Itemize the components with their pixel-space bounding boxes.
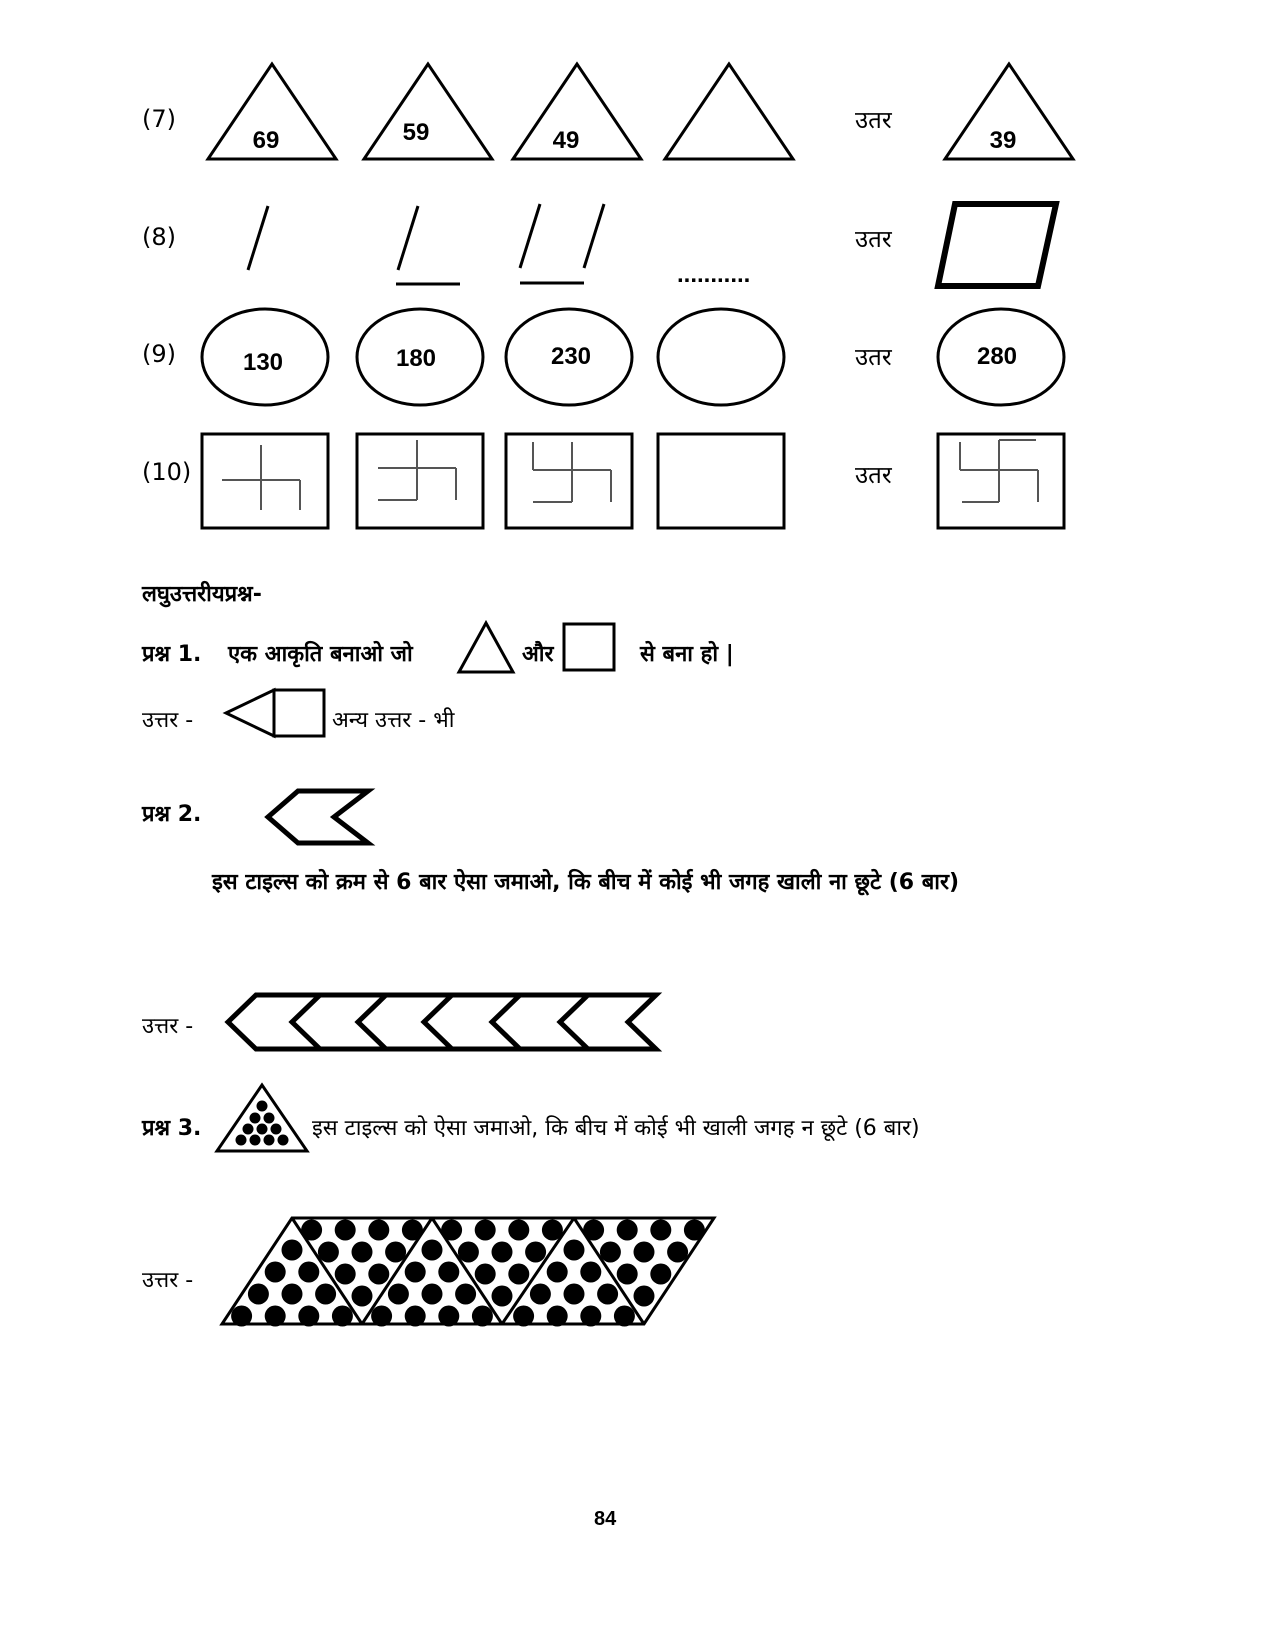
- answer-label-10: उतर: [855, 461, 892, 489]
- tile-dot: [650, 1264, 671, 1285]
- row-label-8: (8): [142, 223, 176, 251]
- tile-dot: [282, 1284, 303, 1305]
- tile-dot: [298, 1262, 319, 1283]
- tile-dot: [684, 1220, 705, 1241]
- tile-dot: [617, 1220, 638, 1241]
- tile-dot: [667, 1242, 688, 1263]
- tile-dot: [405, 1262, 426, 1283]
- tile-dot: [405, 1306, 426, 1327]
- blank-dots: ...........: [677, 261, 751, 288]
- tile-dot: [455, 1284, 476, 1305]
- ellipse-answer-value: 280: [976, 343, 1018, 370]
- q1-text-b: और: [522, 642, 554, 667]
- tile-dot: [564, 1284, 585, 1305]
- tile-dot: [368, 1220, 389, 1241]
- tile-dot: [525, 1242, 546, 1263]
- tile-dot: [438, 1306, 459, 1327]
- tile-dot: [352, 1286, 373, 1307]
- tile-dot: [508, 1264, 529, 1285]
- tile-dot: [475, 1264, 496, 1285]
- section-title: लघुउत्तरीयप्रश्न-: [142, 582, 262, 607]
- q2-answer-prefix: उत्तर -: [142, 1014, 194, 1039]
- q1-label: प्रश्न 1.: [142, 642, 202, 667]
- tile-dot: [332, 1306, 353, 1327]
- tile-dot: [335, 1264, 356, 1285]
- tile-dot: [580, 1306, 601, 1327]
- ellipse-1-value: 130: [242, 349, 284, 376]
- tile-dot: [441, 1220, 462, 1241]
- q2-label: प्रश्न 2.: [142, 802, 202, 827]
- q3-label: प्रश्न 3.: [142, 1116, 202, 1141]
- tile-dot: [265, 1262, 286, 1283]
- tile-dot: [368, 1264, 389, 1285]
- tile-dot: [315, 1284, 336, 1305]
- tile-dot: [597, 1284, 618, 1305]
- tile-dot: [492, 1242, 513, 1263]
- tile-dot: [580, 1262, 601, 1283]
- tile-dot: [282, 1240, 303, 1261]
- tile-dot: [388, 1284, 409, 1305]
- tile-dot: [650, 1220, 671, 1241]
- tile-dot: [513, 1306, 534, 1327]
- ellipse-3-value: 230: [550, 343, 592, 370]
- q1-text-c: से बना हो |: [640, 642, 734, 667]
- page-number: 84: [594, 1508, 617, 1530]
- tile-dot: [492, 1286, 513, 1307]
- tile-dot: [352, 1242, 373, 1263]
- ellipse-2-value: 180: [395, 345, 437, 372]
- triangle-answer-value: 39: [989, 127, 1017, 154]
- tile-dot: [231, 1306, 252, 1327]
- tile-dot: [301, 1220, 322, 1241]
- tile-dot: [542, 1220, 563, 1241]
- tile-dot: [547, 1262, 568, 1283]
- tile-dot: [371, 1306, 392, 1327]
- tile-dot: [265, 1306, 286, 1327]
- tile-dot: [530, 1284, 551, 1305]
- tile-dot: [335, 1220, 356, 1241]
- tile-dot: [617, 1264, 638, 1285]
- answer-label-7: उतर: [855, 106, 892, 134]
- tile-dot: [564, 1240, 585, 1261]
- tile-dot: [458, 1242, 479, 1263]
- tile-dot: [422, 1284, 443, 1305]
- tile-dot: [634, 1286, 655, 1307]
- q1-answer-suffix: अन्य उत्तर - भी: [332, 708, 455, 733]
- triangle-1-value: 69: [252, 127, 280, 154]
- tile-dot: [634, 1242, 655, 1263]
- q1-answer-prefix: उत्तर -: [142, 708, 194, 733]
- tile-dot: [438, 1262, 459, 1283]
- q3-answer-prefix: उत्तर -: [142, 1268, 194, 1293]
- row-label-9: (9): [142, 340, 176, 368]
- answer-label-8: उतर: [855, 225, 892, 253]
- tile-dot: [318, 1242, 339, 1263]
- tile-dot: [298, 1306, 319, 1327]
- tile-dot: [385, 1242, 406, 1263]
- tile-dot: [583, 1220, 604, 1241]
- q1-text-a: एक आकृति बनाओ जो: [228, 642, 413, 667]
- answer-label-9: उतर: [855, 343, 892, 371]
- row-label-10: (10): [142, 458, 192, 486]
- row-label-7: (7): [142, 105, 176, 133]
- q2-text: इस टाइल्स को क्रम से 6 बार ऐसा जमाओ, कि बीच में कोई भी जगह खाली ना छूटे (6 बार): [212, 870, 960, 895]
- tile-dot: [547, 1306, 568, 1327]
- tile-dot: [614, 1306, 635, 1327]
- tile-dot: [248, 1284, 269, 1305]
- tile-dot: [475, 1220, 496, 1241]
- q3-text: इस टाइल्स को ऐसा जमाओ, कि बीच में कोई भी खाली जगह न छूटे (6 बार): [312, 1116, 920, 1141]
- triangle-2-value: 59: [402, 119, 430, 146]
- triangle-3-value: 49: [552, 127, 580, 154]
- tile-dot: [472, 1306, 493, 1327]
- tile-dot: [508, 1220, 529, 1241]
- tile-dot: [600, 1242, 621, 1263]
- tile-dot: [402, 1220, 423, 1241]
- tile-dot: [422, 1240, 443, 1261]
